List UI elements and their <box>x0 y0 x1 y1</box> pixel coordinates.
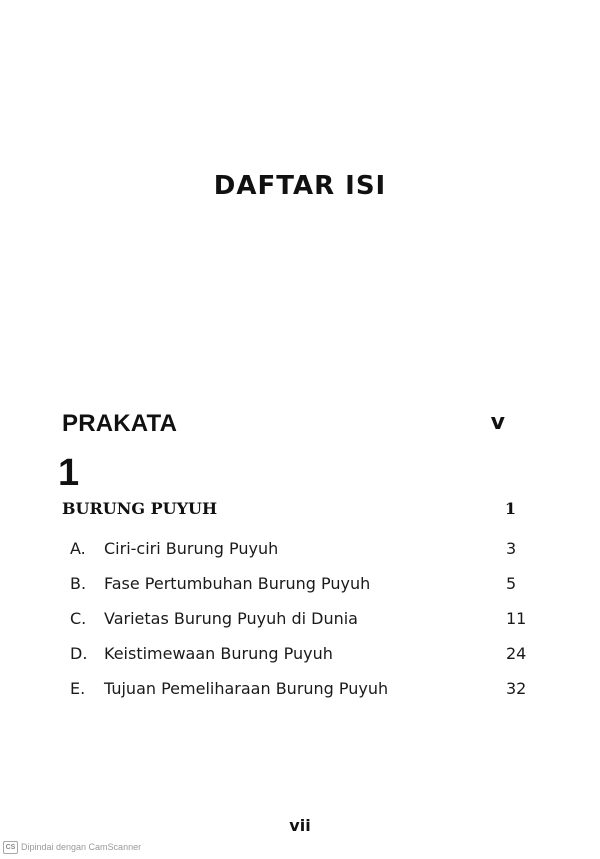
chapter-title: BURUNG PUYUH <box>62 499 218 518</box>
toc-entry-letter: C. <box>70 609 87 628</box>
toc-entry-title: Ciri-ciri Burung Puyuh <box>104 539 279 558</box>
watermark-text: Dipindai dengan CamScanner <box>21 842 142 852</box>
toc-entry <box>70 679 530 703</box>
toc-entry <box>70 609 530 633</box>
toc-entry-letter: E. <box>70 679 86 698</box>
page-title: DAFTAR ISI <box>213 171 387 201</box>
toc-entry-letter: A. <box>70 539 86 558</box>
toc-entry-page: 24 <box>506 644 527 663</box>
camscanner-logo-icon: CS <box>3 841 18 854</box>
toc-entry-title: Varietas Burung Puyuh di Dunia <box>104 609 358 628</box>
toc-entry-letter: D. <box>70 644 88 663</box>
prakata-page-number: v <box>490 410 505 435</box>
toc-entry-page: 3 <box>506 539 517 558</box>
page-folio: vii <box>289 816 311 835</box>
toc-entry-letter: B. <box>70 574 87 593</box>
toc-entry <box>70 539 530 563</box>
chapter-page-number: 1 <box>504 499 516 518</box>
scanner-watermark <box>3 840 141 854</box>
toc-entry-page: 5 <box>506 574 517 593</box>
toc-entry-title: Tujuan Pemeliharaan Burung Puyuh <box>104 679 389 698</box>
prakata-label: PRAKATA <box>62 410 178 437</box>
toc-entry-page: 11 <box>506 609 527 628</box>
toc-entry <box>70 644 530 668</box>
chapter-number: 1 <box>58 452 80 494</box>
toc-entry-title: Fase Pertumbuhan Burung Puyuh <box>104 574 371 593</box>
toc-entry <box>70 574 530 598</box>
toc-entry-page: 32 <box>506 679 527 698</box>
toc-entry-title: Keistimewaan Burung Puyuh <box>104 644 333 663</box>
